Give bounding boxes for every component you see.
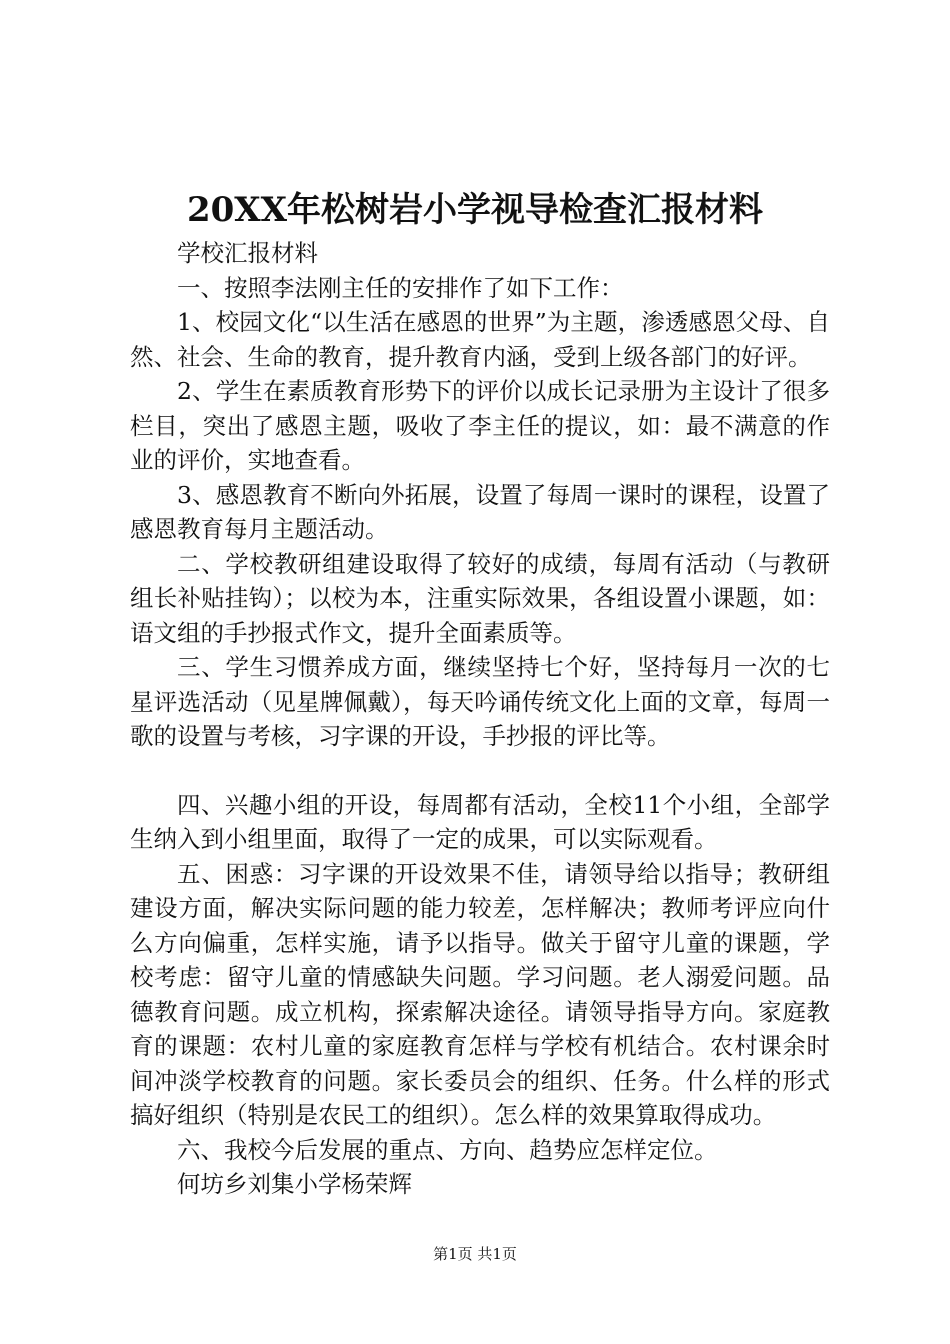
- paragraph-section-2: 二、学校教研组建设取得了较好的成绩，每周有活动（与教研组长补贴挂钩）；以校为本，注重实际效果，各组设置小课题，如：语文组的手抄报式作文，提升全面素质等。: [130, 549, 830, 647]
- page-number-footer: 第1页 共1页: [433, 1245, 517, 1263]
- paragraph-heading: 学校汇报材料: [177, 239, 318, 267]
- paragraph-section-1: 一、按照李法刚主任的安排作了如下工作：: [177, 273, 624, 302]
- paragraph-item-1: 1、校园文化“以生活在感恩的世界”为主题，渗透感恩父母、自然、社会、生命的教育，提升教育内涵，受到上级各部门的好评。: [130, 308, 830, 371]
- paragraph-section-6: 六、我校今后发展的重点、方向、趋势应怎样定位。: [177, 1135, 718, 1164]
- page-title: 20XX年松树岩小学视导检查汇报材料: [186, 190, 764, 230]
- paragraph-signature: 何坊乡刘集小学杨荣辉: [177, 1170, 412, 1198]
- paragraph-item-3: 3、感恩教育不断向外拓展，设置了每周一课时的课程，设置了感恩教育每月主题活动。: [130, 480, 830, 543]
- paragraph-item-2: 2、学生在素质教育形势下的评价以成长记录册为主设计了很多栏目，突出了感恩主题，吸收了李主任的提议，如：最不满意的作业的评价，实地查看。: [130, 377, 830, 474]
- paragraph-section-3: 三、学生习惯养成方面，继续坚持七个好，坚持每月一次的七星评选活动（见星牌佩戴），每天吟诵传统文化上面的文章，每周一歌的设置与考核，习字课的开设，手抄报的评比等。: [130, 653, 830, 750]
- paragraph-section-4: 四、兴趣小组的开设，每周都有活动，全校11个小组，全部学生纳入到小组里面，取得了一定的成果，可以实际观看。: [130, 790, 830, 853]
- document-body: [130, 236, 830, 1202]
- paragraph-section-5: 五、困惑：习字课的开设效果不佳，请领导给以指导；教研组建设方面，解决实际问题的能力较差，怎样解决；教师考评应向什么方向偏重，怎样实施，请予以指导。做关于留守儿童的课题，学校考虑：留守儿童的情感缺失问题。学习问题。老人溺爱问题。品德教育问题。成立机构，探索解决途径。请领导指导方向。家庭教育的课题：农村儿童的家庭教育怎样与学校有机结合。农村课余时间冲淡学校教育的问题。家长委员会的组织、任务。什么样的形式搞好组织（特别是农民工的组织）。怎么样的效果算取得成功。: [130, 859, 830, 1129]
